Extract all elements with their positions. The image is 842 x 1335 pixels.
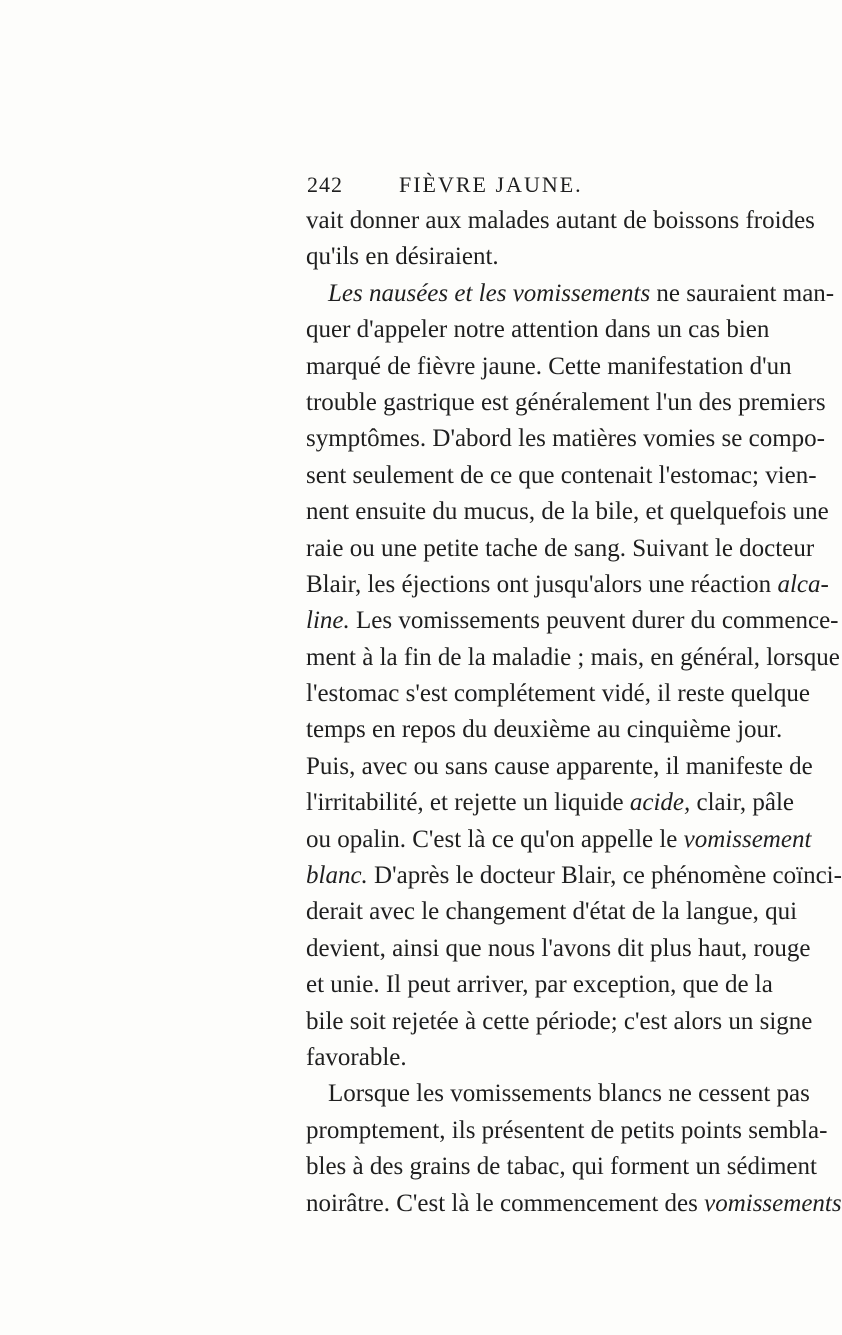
text-segment: Blair, les éjections ont jusqu'alors une réaction <box>306 570 778 598</box>
text-segment: symptômes. D'abord les matières vomies se compo- <box>306 425 825 453</box>
text-line <box>306 967 773 1003</box>
text-segment: promptement, ils présentent de petits points sembla- <box>306 1116 828 1144</box>
text-segment: derait avec le changement d'état de la langue, qui <box>306 898 798 926</box>
text-segment: temps en repos du deuxième au cinquième jour. <box>306 716 783 744</box>
text-segment: ne sauraient man- <box>650 279 835 307</box>
text-line <box>306 531 815 567</box>
text-line <box>306 858 842 894</box>
text-line <box>306 349 792 385</box>
italic-text: blanc. <box>306 862 368 890</box>
text-line <box>306 894 798 930</box>
body-text <box>306 203 842 1222</box>
text-line <box>306 494 829 530</box>
italic-text: alca- <box>777 570 829 598</box>
text-line <box>306 458 817 494</box>
text-segment: Les vomissements peuvent durer du commence- <box>349 607 839 635</box>
italic-text: vomissements <box>704 1189 842 1217</box>
text-line <box>306 312 770 348</box>
italic-text: Les nausées et les vomissements <box>328 279 651 307</box>
italic-text: vomissement <box>683 825 812 853</box>
text-line <box>306 385 826 421</box>
text-segment: nent ensuite du mucus, de la bile, et quelquefois une <box>306 498 829 526</box>
italic-text: line. <box>306 607 350 635</box>
text-segment: ou opalin. C'est là ce qu'on appelle le <box>306 825 684 853</box>
text-segment: vait donner aux malades autant de boissons froides <box>306 207 815 234</box>
text-segment: l'irritabilité, et rejette un liquide <box>306 789 630 817</box>
text-segment: raie ou une petite tache de sang. Suivant le docteur <box>306 534 815 562</box>
text-segment: Puis, avec ou sans cause apparente, il manifeste de <box>306 752 813 780</box>
text-segment: et unie. Il peut arriver, par exception, que de la <box>306 971 773 999</box>
page-number: 242 <box>307 172 343 197</box>
text-line <box>306 931 811 967</box>
text-segment: bles à des grains de tabac, qui forment un sédiment <box>306 1153 817 1181</box>
text-segment: Lorsque les vomissements blancs ne cessent pas <box>328 1080 810 1108</box>
text-line <box>306 822 812 858</box>
text-line <box>306 1040 732 1076</box>
text-segment: ment à la fin de la maladie ; mais, en général, lorsque <box>306 643 840 671</box>
text-line <box>306 640 840 676</box>
text-line <box>306 276 835 312</box>
text-segment: D'après le docteur Blair, ce phénomène coïnci- <box>367 862 842 890</box>
text-segment: clair, pâle <box>690 789 795 817</box>
text-segment: qu'ils en désiraient. <box>306 243 499 271</box>
text-line <box>306 1186 842 1222</box>
text-line <box>306 203 815 239</box>
text-line <box>306 567 829 603</box>
text-segment: quer d'appeler notre attention dans un cas bien <box>306 316 770 344</box>
text-segment: bile soit rejetée à cette période; c'est alors un signe <box>306 1007 813 1035</box>
text-segment: devient, ainsi que nous l'avons dit plus haut, rouge <box>306 934 811 962</box>
text-line <box>306 1149 817 1185</box>
text-segment: l'estomac s'est complétement vidé, il reste quelque <box>306 680 810 708</box>
text-line <box>306 421 825 457</box>
text-segment: marqué de fièvre jaune. Cette manifestation d'un <box>306 352 792 380</box>
text-line <box>306 603 839 639</box>
text-line <box>306 712 783 748</box>
text-line <box>306 1004 813 1040</box>
page-header <box>307 172 637 200</box>
text-line <box>306 1113 828 1149</box>
text-segment: trouble gastrique est généralement l'un des premiers <box>306 388 826 416</box>
text-segment: noirâtre. C'est là le commencement des <box>306 1189 705 1217</box>
running-title: FIÈVRE JAUNE. <box>399 172 583 197</box>
text-line <box>306 785 795 821</box>
italic-text: acide, <box>629 789 691 817</box>
text-line <box>306 749 813 785</box>
text-segment: sent seulement de ce que contenait l'estomac; vien- <box>306 461 817 489</box>
text-segment: favorable. <box>306 1043 407 1071</box>
text-line <box>306 676 810 712</box>
text-line <box>306 239 732 275</box>
text-line <box>306 1076 810 1112</box>
